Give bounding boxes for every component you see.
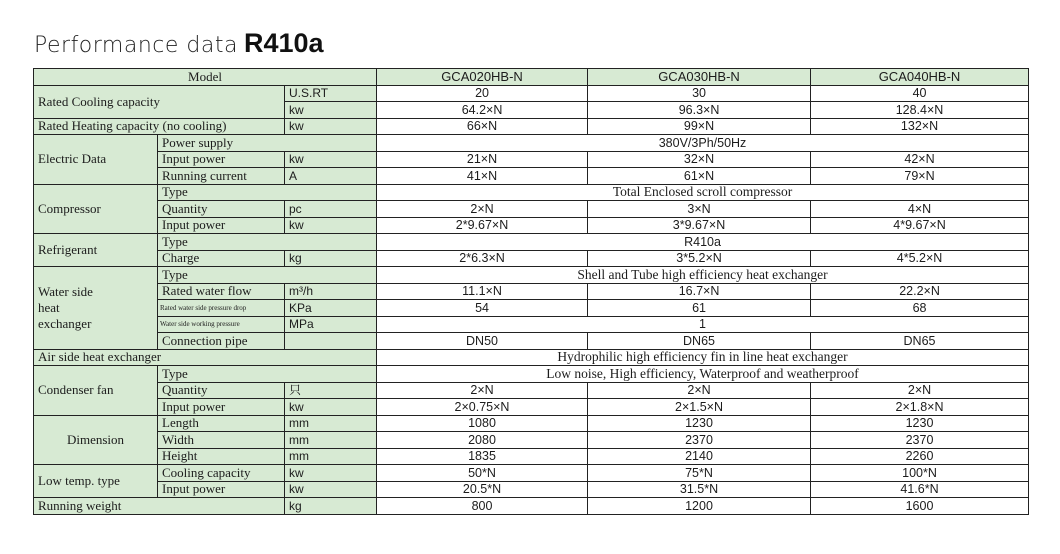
- row-label: Input power: [158, 399, 285, 416]
- table-row: [34, 432, 1029, 449]
- value-cell: DN65: [588, 333, 811, 350]
- unit-cell: 只: [285, 382, 377, 399]
- row-label: Rated Heating capacity (no cooling): [34, 118, 285, 135]
- title-text: Performance data: [34, 33, 238, 58]
- group-label-line: exchanger: [38, 315, 92, 331]
- unit-cell: A: [285, 168, 377, 185]
- row-label: Type: [158, 267, 377, 284]
- unit-cell: kw: [285, 102, 377, 119]
- value-cell: 61×N: [588, 168, 811, 185]
- value-cell: 11.1×N: [377, 283, 588, 300]
- value-cell: 42×N: [811, 151, 1029, 168]
- value-cell: 64.2×N: [377, 102, 588, 119]
- group-label: Refrigerant: [34, 234, 158, 267]
- value-cell: 1835: [377, 448, 588, 465]
- table-row: [34, 382, 1029, 399]
- value-cell: Total Enclosed scroll compressor: [377, 184, 1029, 201]
- value-cell: 2140: [588, 448, 811, 465]
- row-label: Power supply: [158, 135, 377, 152]
- value-cell: 66×N: [377, 118, 588, 135]
- row-label: Cooling capacity: [158, 465, 285, 482]
- value-cell: 4*5.2×N: [811, 250, 1029, 267]
- row-label: Air side heat exchanger: [34, 349, 377, 366]
- row-label: Type: [158, 234, 377, 251]
- row-label: Width: [158, 432, 285, 449]
- table-row: [34, 366, 1029, 383]
- group-label: Electric Data: [34, 135, 158, 185]
- table-row: [34, 250, 1029, 267]
- table-row: [34, 168, 1029, 185]
- table-row: [34, 85, 1029, 102]
- row-label: Water side working pressure: [158, 316, 285, 333]
- value-cell: 32×N: [588, 151, 811, 168]
- value-cell: 1080: [377, 415, 588, 432]
- value-cell: 3*5.2×N: [588, 250, 811, 267]
- value-cell: 99×N: [588, 118, 811, 135]
- group-label: [34, 267, 158, 350]
- unit-cell: m³/h: [285, 283, 377, 300]
- unit-cell: mm: [285, 415, 377, 432]
- value-cell: R410a: [377, 234, 1029, 251]
- value-cell: 2*9.67×N: [377, 217, 588, 234]
- unit-cell: mm: [285, 432, 377, 449]
- value-cell: 1600: [811, 498, 1029, 515]
- value-cell: 3×N: [588, 201, 811, 218]
- page-title: [34, 28, 324, 62]
- value-cell: 2370: [588, 432, 811, 449]
- value-cell: 20: [377, 85, 588, 102]
- value-cell: 100*N: [811, 465, 1029, 482]
- value-cell: 1230: [588, 415, 811, 432]
- model-name: GCA020HB-N: [377, 69, 588, 86]
- row-label: Charge: [158, 250, 285, 267]
- table-row: [34, 399, 1029, 416]
- value-cell: 75*N: [588, 465, 811, 482]
- row-label: Quantity: [158, 201, 285, 218]
- unit-cell: KPa: [285, 300, 377, 317]
- unit-cell: kw: [285, 399, 377, 416]
- row-label: Input power: [158, 481, 285, 498]
- title-refrigerant: R410a: [243, 28, 324, 58]
- value-cell: Hydrophilic high efficiency fin in line heat exchanger: [377, 349, 1029, 366]
- table-row: [34, 415, 1029, 432]
- table-row: [34, 69, 1029, 86]
- value-cell: 40: [811, 85, 1029, 102]
- value-cell: Shell and Tube high efficiency heat exchanger: [377, 267, 1029, 284]
- unit-cell: mm: [285, 448, 377, 465]
- value-cell: 800: [377, 498, 588, 515]
- value-cell: 2080: [377, 432, 588, 449]
- row-label: Rated Cooling capacity: [34, 85, 285, 118]
- table-row: [34, 349, 1029, 366]
- table-row: [34, 118, 1029, 135]
- performance-table: [33, 68, 1029, 515]
- value-cell: 41×N: [377, 168, 588, 185]
- value-cell: 30: [588, 85, 811, 102]
- unit-cell: kw: [285, 151, 377, 168]
- group-label: Dimension: [34, 415, 158, 465]
- table-row: [34, 283, 1029, 300]
- value-cell: 61: [588, 300, 811, 317]
- unit-cell: kg: [285, 498, 377, 515]
- value-cell: Low noise, High efficiency, Waterproof and weatherproof: [377, 366, 1029, 383]
- value-cell: 3*9.67×N: [588, 217, 811, 234]
- row-label: Running weight: [34, 498, 285, 515]
- value-cell: DN65: [811, 333, 1029, 350]
- value-cell: 21×N: [377, 151, 588, 168]
- unit-cell: kg: [285, 250, 377, 267]
- unit-cell: kw: [285, 465, 377, 482]
- table-row: [34, 300, 1029, 317]
- group-label: Compressor: [34, 184, 158, 234]
- value-cell: 1200: [588, 498, 811, 515]
- group-label: Low temp. type: [34, 465, 158, 498]
- model-header: Model: [34, 69, 377, 86]
- table-row: [34, 184, 1029, 201]
- unit-cell: [285, 333, 377, 350]
- value-cell: 4*9.67×N: [811, 217, 1029, 234]
- value-cell: 1: [377, 316, 1029, 333]
- value-cell: 2370: [811, 432, 1029, 449]
- row-label: Length: [158, 415, 285, 432]
- model-name: GCA030HB-N: [588, 69, 811, 86]
- unit-cell: kw: [285, 118, 377, 135]
- value-cell: 20.5*N: [377, 481, 588, 498]
- table-row: [34, 316, 1029, 333]
- value-cell: 4×N: [811, 201, 1029, 218]
- table-row: [34, 267, 1029, 284]
- value-cell: 132×N: [811, 118, 1029, 135]
- value-cell: 1230: [811, 415, 1029, 432]
- unit-cell: kw: [285, 481, 377, 498]
- unit-cell: U.S.RT: [285, 85, 377, 102]
- table-row: [34, 333, 1029, 350]
- row-label: Input power: [158, 151, 285, 168]
- value-cell: 2260: [811, 448, 1029, 465]
- value-cell: 41.6*N: [811, 481, 1029, 498]
- value-cell: 2×1.8×N: [811, 399, 1029, 416]
- table-row: [34, 234, 1029, 251]
- group-label: Condenser fan: [34, 366, 158, 416]
- row-label: Connection pipe: [158, 333, 285, 350]
- table-row: [34, 498, 1029, 515]
- row-label: Height: [158, 448, 285, 465]
- value-cell: 2×N: [377, 201, 588, 218]
- value-cell: 2×N: [588, 382, 811, 399]
- row-label: Rated water flow: [158, 283, 285, 300]
- value-cell: 2×0.75×N: [377, 399, 588, 416]
- value-cell: 68: [811, 300, 1029, 317]
- value-cell: 380V/3Ph/50Hz: [377, 135, 1029, 152]
- table-row: [34, 217, 1029, 234]
- group-label-line: Water side: [38, 283, 93, 299]
- value-cell: 2×N: [377, 382, 588, 399]
- model-name: GCA040HB-N: [811, 69, 1029, 86]
- value-cell: 22.2×N: [811, 283, 1029, 300]
- row-label: Input power: [158, 217, 285, 234]
- table-row: [34, 201, 1029, 218]
- unit-cell: kw: [285, 217, 377, 234]
- value-cell: 54: [377, 300, 588, 317]
- row-label: Type: [158, 184, 377, 201]
- table-row: [34, 465, 1029, 482]
- table-row: [34, 448, 1029, 465]
- value-cell: 128.4×N: [811, 102, 1029, 119]
- row-label: Running current: [158, 168, 285, 185]
- value-cell: 31.5*N: [588, 481, 811, 498]
- value-cell: 2*6.3×N: [377, 250, 588, 267]
- value-cell: 50*N: [377, 465, 588, 482]
- row-label: Type: [158, 366, 377, 383]
- row-label: Rated water side pressure drop: [158, 300, 285, 317]
- table-row: [34, 135, 1029, 152]
- unit-cell: MPa: [285, 316, 377, 333]
- value-cell: 79×N: [811, 168, 1029, 185]
- value-cell: 2×1.5×N: [588, 399, 811, 416]
- table-row: [34, 481, 1029, 498]
- value-cell: 96.3×N: [588, 102, 811, 119]
- value-cell: 16.7×N: [588, 283, 811, 300]
- unit-cell: pc: [285, 201, 377, 218]
- value-cell: 2×N: [811, 382, 1029, 399]
- table-row: [34, 151, 1029, 168]
- group-label-line: heat: [38, 299, 60, 315]
- value-cell: DN50: [377, 333, 588, 350]
- row-label: Quantity: [158, 382, 285, 399]
